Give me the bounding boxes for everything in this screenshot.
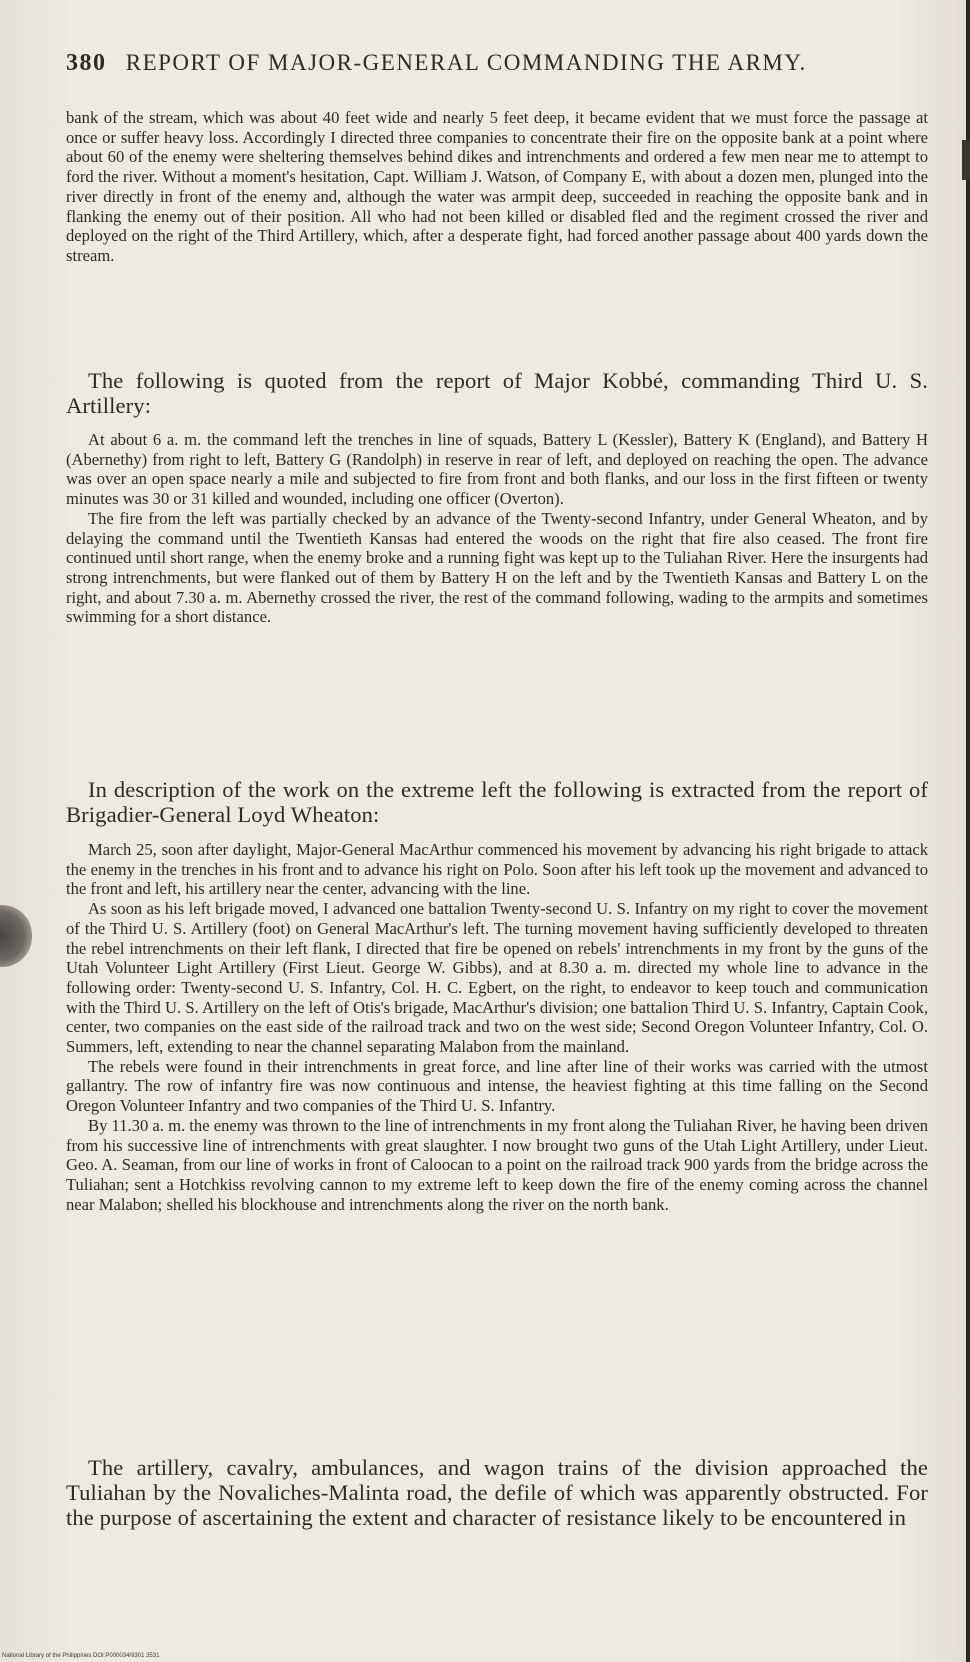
quote-kobbe: [66, 430, 928, 627]
quote-wheaton-paragraph-4: By 11.30 a. m. the enemy was thrown to the line of intrenchments in my front along the Tuliahan River, he having been driven from his successive line of intrenchments with great slaughter. I now brought two guns of the Utah Light Artillery, under Lieut. Geo. A. Seaman, from our line of works in front of Caloocan to a point on the railroad track 900 yards from the bridge across the Tuliahan; sent a Hotchkiss revolving cannon to my extreme left to keep down the fire of the enemy coming across the channel near Malabon; shelled his blockhouse and intrenchments along the river on the north bank.: [66, 1115, 928, 1214]
scan-footer-credit: National Library of the Philippines DOI:P000034/9301 3531: [2, 1653, 160, 1659]
running-title: REPORT OF MAJOR-GENERAL COMMANDING THE ARMY.: [125, 50, 807, 75]
ink-blot: [0, 905, 32, 967]
quote-wheaton-paragraph-2: As soon as his left brigade moved, I advanced one battalion Twenty-second U. S. Infantry on my right to cover the movement of the Third U. S. Artillery (foot) on General MacArthur's left. The turning movement having sufficiently developed to threaten the rebel intrenchments on their left flank, I directed that fire be opened on rebels' intrenchments in my front by the guns of the Utah Volunteer Light Artillery (First Lieut. George W. Gibbs), and at 8.30 a. m. directed my whole line to advance in the following order: Twenty-second U. S. Infantry, Col. H. C. Egbert, on the right, to endeavor to keep touch and communication with the Third U. S. Artillery on the left of Otis's brigade, MacArthur's division; one battalion Third U. S. Infantry, Captain Cook, center, two companies on the east side of the railroad track and two on the west side; Second Oregon Volunteer Infantry, Col. O. Summers, left, extending to near the channel separating Malabon from the mainland.: [66, 899, 928, 1057]
page-number: 380: [66, 50, 107, 76]
quote-kobbe-paragraph-2: The fire from the left was partially checked by an advance of the Twenty-second Infantry, under General Wheaton, and by delaying the command until the Twentieth Kansas had entered the woods on the right that fire also ceased. The front fire continued until short range, when the enemy broke and a running fight was kept up to the Tuliahan River. Here the insurgents had strong intrenchments, but were flanked out of them by Battery H on the left and by the Twentieth Kansas and Battery L on the right, and about 7.30 a. m. Abernethy crossed the river, the rest of the command following, wading to the armpits and sometimes swimming for a short distance.: [66, 508, 928, 627]
page-edge-mark: [962, 140, 970, 180]
quote-kobbe-paragraph-1: At about 6 a. m. the command left the trenches in line of squads, Battery L (Kessler), Battery K (England), and Battery H (Abernethy) from right to left, Battery G (Randolph) in reserve in rear of left, and deployed on reaching the open. The advance was over an open space nearly a mile and subjected to fire from front and both flanks, and our loss in the first fifteen or twenty minutes was 30 or 31 killed and wounded, including one officer (Overton).: [66, 430, 928, 509]
quote-wheaton-paragraph-1: March 25, soon after daylight, Major-General MacArthur commenced his movement by advancing his right brigade to attack the enemy in the trenches in his front and to advance his right on Polo. Soon after his left took up the movement and advanced to the front and left, his artillery near the center, advancing with the line.: [66, 840, 928, 899]
running-header: [66, 50, 886, 77]
intro-wheaton-report: In description of the work on the extreme left the following is extracted from the report of Brigadier-General Loyd Wheaton:: [66, 777, 928, 827]
quote-wheaton-paragraph-3: The rebels were found in their intrenchments in great force, and line after line of their works was carried with the utmost gallantry. The row of infantry fire was now continuous and intense, the heaviest fighting at this time falling on the Second Oregon Volunteer Infantry and two companies of the Third U. S. Infantry.: [66, 1056, 928, 1116]
paragraph-river-crossing: bank of the stream, which was about 40 feet wide and nearly 5 feet deep, it became evident that we must force the passage at once or suffer heavy loss. Accordingly I directed three companies to concentrate their fire on the opposite bank at a point where about 60 of the enemy were sheltering themselves behind dikes and intrenchments and ordered a few men near me to attempt to ford the river. Without a moment's hesitation, Capt. William J. Watson, of Company E, with about a dozen men, plunged into the river directly in front of the enemy and, although the water was armpit deep, succeeded in reaching the opposite bank and in flanking the enemy out of their position. All who had not been killed or disabled fled and the regiment crossed the river and deployed on the right of the Third Artillery, which, after a desperate fight, had forced another passage about 400 yards down the stream.: [66, 108, 928, 265]
page-edge-shadow: [966, 0, 970, 1662]
intro-kobbe-report: The following is quoted from the report of Major Kobbé, commanding Third U. S. Artillery:: [66, 368, 928, 418]
quote-wheaton: [66, 840, 928, 1214]
paragraph-artillery-approach: The artillery, cavalry, ambulances, and wagon trains of the division approached the Tuliahan by the Novaliches-Malinta road, the defile of which was apparently obstructed. For the purpose of ascertaining the extent and character of resistance likely to be encountered in: [66, 1455, 928, 1530]
